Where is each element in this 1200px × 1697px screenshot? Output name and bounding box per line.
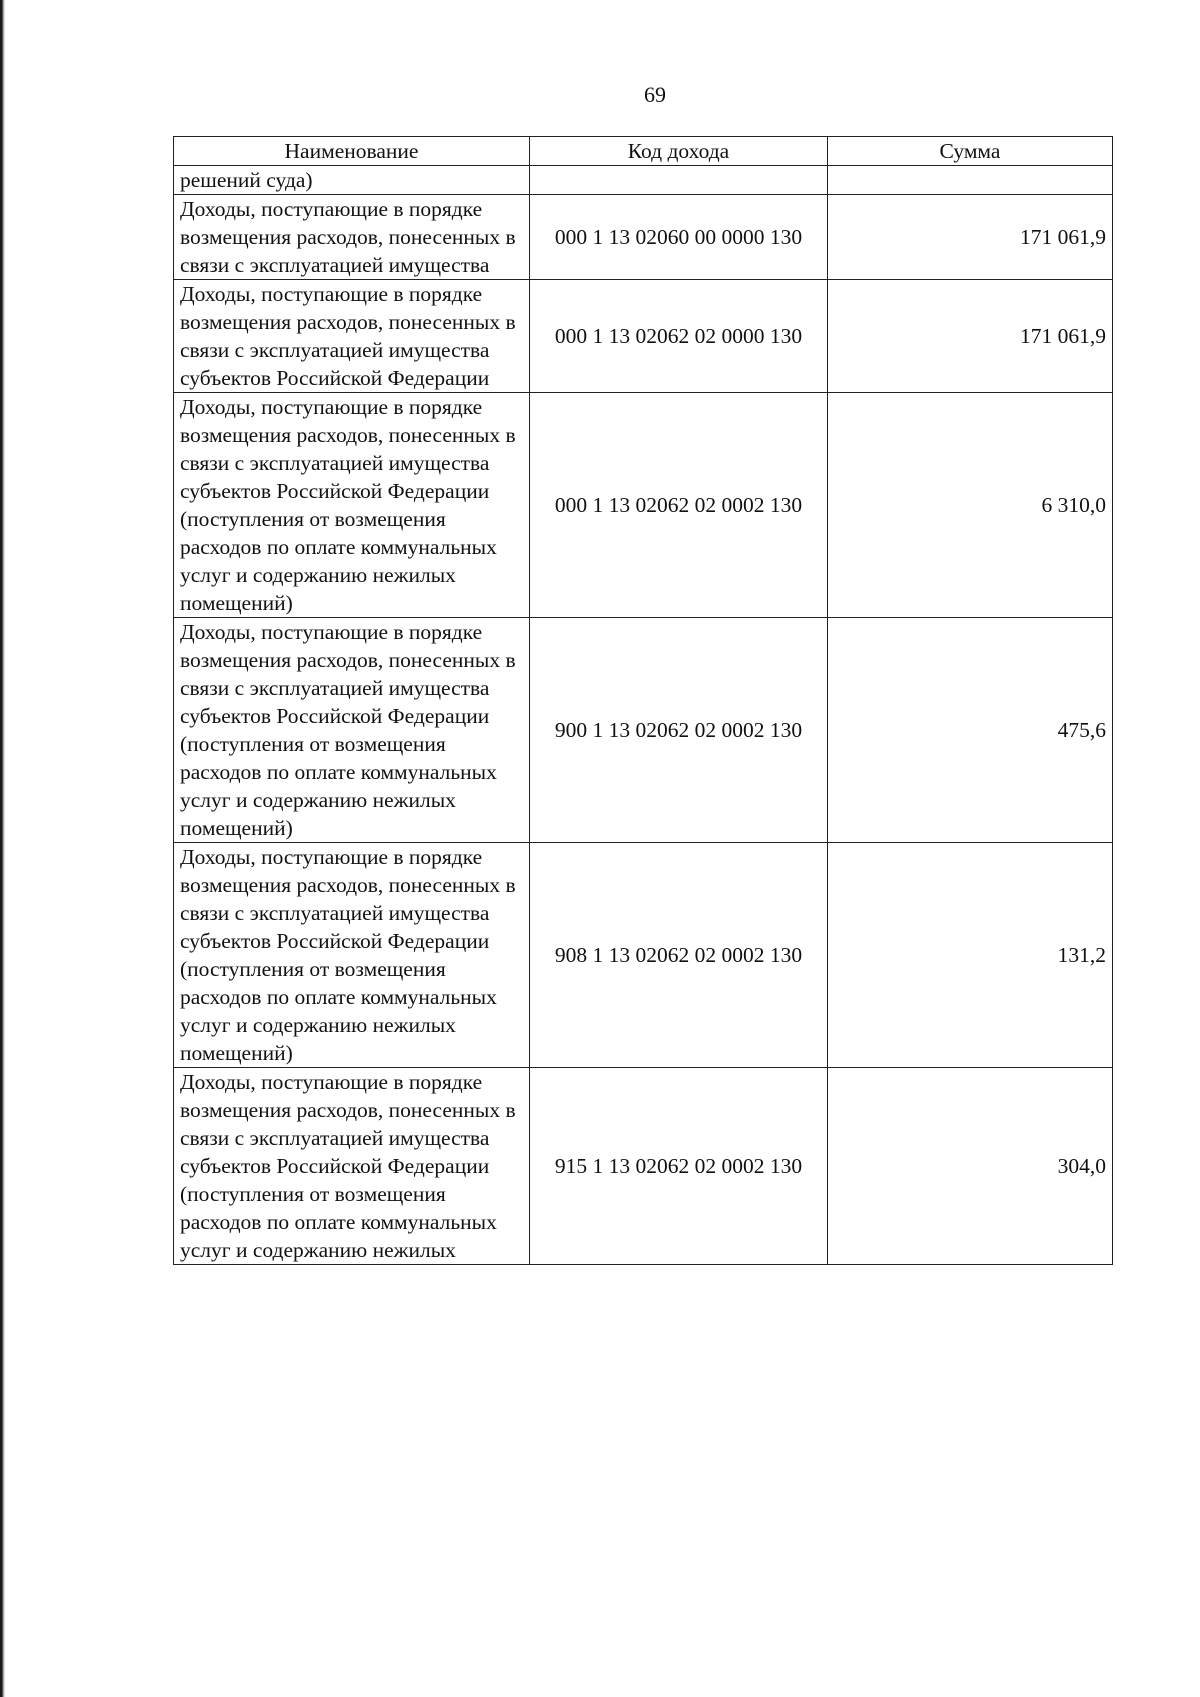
row-code: 908 1 13 02062 02 0002 130: [530, 843, 828, 1068]
table-row: [174, 280, 1113, 393]
scan-edge: [0, 0, 5, 1697]
row-name: Доходы, поступающие в порядке возмещения расходов, понесенных в связи с эксплуатацией имущества субъектов Российской Федерации (поступления от возмещения расходов по оплате коммунальных услуг и содержанию нежилых помещений): [174, 393, 530, 618]
row-name: Доходы, поступающие в порядке возмещения расходов, понесенных в связи с эксплуатацией имущества субъектов Российской Федерации (поступления от возмещения расходов по оплате коммунальных услуг и содержанию нежилых: [174, 1068, 530, 1265]
revenue-table: [173, 136, 1113, 1265]
row-sum: 304,0: [828, 1068, 1113, 1265]
page-number: 69: [644, 82, 666, 107]
row-sum: 475,6: [828, 618, 1113, 843]
table-header-row: [174, 137, 1113, 166]
row-code: 000 1 13 02060 00 0000 130: [530, 195, 828, 280]
table-row: [174, 195, 1113, 280]
header-code: Код дохода: [530, 137, 828, 166]
table-row: [174, 843, 1113, 1068]
row-name: Доходы, поступающие в порядке возмещения расходов, понесенных в связи с эксплуатацией имущества субъектов Российской Федерации: [174, 280, 530, 393]
table-row: [174, 618, 1113, 843]
row-sum: 131,2: [828, 843, 1113, 1068]
row-name: Доходы, поступающие в порядке возмещения расходов, понесенных в связи с эксплуатацией имущества субъектов Российской Федерации (поступления от возмещения расходов по оплате коммунальных услуг и содержанию нежилых помещений): [174, 843, 530, 1068]
table-row: [174, 166, 1113, 195]
row-name: Доходы, поступающие в порядке возмещения расходов, понесенных в связи с эксплуатацией имущества субъектов Российской Федерации (поступления от возмещения расходов по оплате коммунальных услуг и содержанию нежилых помещений): [174, 618, 530, 843]
row-code: 900 1 13 02062 02 0002 130: [530, 618, 828, 843]
row-name: Доходы, поступающие в порядке возмещения расходов, понесенных в связи с эксплуатацией имущества: [174, 195, 530, 280]
row-sum: [828, 166, 1113, 195]
row-code: 000 1 13 02062 02 0002 130: [530, 393, 828, 618]
row-code: 915 1 13 02062 02 0002 130: [530, 1068, 828, 1265]
header-sum: Сумма: [828, 137, 1113, 166]
table-row: [174, 393, 1113, 618]
row-name: решений суда): [174, 166, 530, 195]
table-row: [174, 1068, 1113, 1265]
row-code: 000 1 13 02062 02 0000 130: [530, 280, 828, 393]
row-code: [530, 166, 828, 195]
row-sum: 171 061,9: [828, 195, 1113, 280]
row-sum: 6 310,0: [828, 393, 1113, 618]
header-name: Наименование: [174, 137, 530, 166]
row-sum: 171 061,9: [828, 280, 1113, 393]
